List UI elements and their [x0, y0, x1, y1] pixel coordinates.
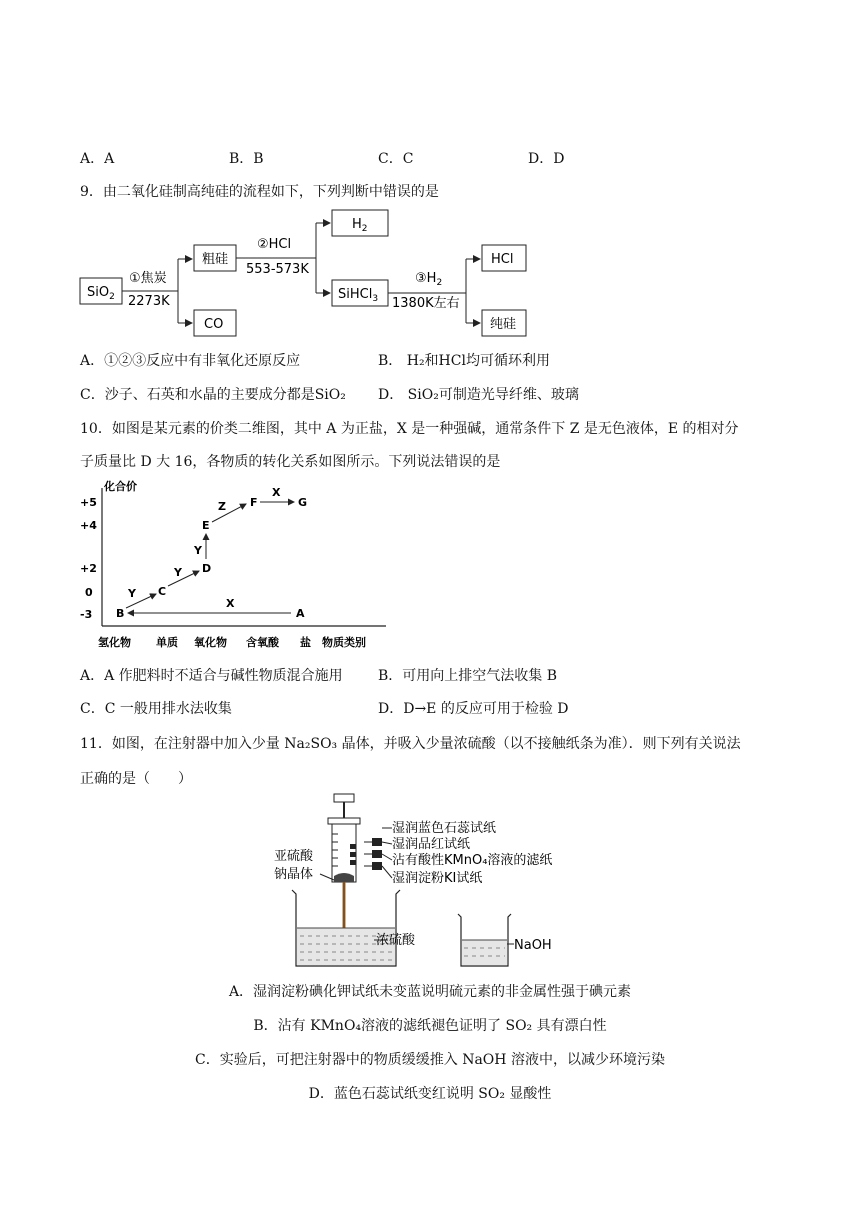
arrow-label-y3: Y: [194, 544, 202, 557]
label-conc-sulfuric-acid: 浓硫酸: [376, 933, 416, 948]
q9-option-c: C．沙子、石英和水晶的主要成分都是SiO₂: [80, 387, 346, 403]
q10-stem-line2: 子质量比 D 大 16，各物质的转化关系如图所示。下列说法错误的是: [80, 454, 501, 470]
q10-option-d: D．D→E 的反应可用于检验 D: [378, 701, 569, 717]
arrow-label-z: Z: [218, 500, 226, 513]
label-crystal-line2: 钠晶体: [274, 867, 314, 882]
step2-reagent: ②HCl: [257, 237, 292, 252]
step3-temp: 1380K左右: [392, 296, 460, 311]
pure-si-label: 纯硅: [490, 317, 517, 332]
q11-stem-line1: 11．如图，在注射器中加入少量 Na₂SO₃ 晶体，并吸入少量浓硫酸（以不接触纸条为准）．则下列有关说法: [80, 736, 741, 752]
q9-flow-diagram: [76, 205, 536, 337]
sio2-label: SiO$_2$: [87, 285, 115, 302]
co-label: CO: [204, 317, 224, 332]
step3-reagent: $③H_2$: [415, 271, 443, 288]
hcl-label: HCl: [491, 252, 514, 267]
point-a: A: [296, 607, 305, 620]
xcat-oxyacid: 含氧酸: [246, 636, 279, 649]
arrow-label-x-bottom: X: [226, 597, 235, 610]
q10-option-a: A．A 作肥料时不适合与碱性物质混合施用: [80, 668, 343, 684]
sihcl3-label: SiHCl$_3$: [338, 287, 379, 304]
q8-option-c: C．C: [378, 151, 414, 167]
label-naoh: NaOH: [514, 938, 552, 953]
xcat-oxide: 氧化物: [194, 636, 227, 649]
q10-valence-chart: [76, 476, 396, 656]
ytick-plus5: +5: [80, 496, 97, 509]
q10-option-c: C．C 一般用排水法收集: [80, 701, 232, 717]
arrow-label-x-top: X: [272, 486, 281, 499]
q11-option-b: B．沾有 KMnO₄溶液的滤纸褪色证明了 SO₂ 具有漂白性: [253, 1018, 607, 1034]
q9-option-d: D． SiO₂可制造光导纤维、玻璃: [378, 387, 579, 403]
step2-temp: 553-573K: [246, 262, 309, 277]
q11-apparatus-figure: [268, 790, 618, 972]
xcat-salt: 盐: [300, 636, 311, 649]
crude-si-label: 粗硅: [202, 252, 229, 267]
arrow-label-y1: Y: [128, 587, 136, 600]
point-g: G: [298, 496, 308, 509]
q8-option-d: D．D: [528, 151, 565, 167]
q11-option-a: A．湿润淀粉碘化钾试纸未变蓝说明硫元素的非金属性强于碘元素: [228, 984, 632, 1000]
xcat-substance-type: 物质类别: [322, 636, 366, 649]
ytick-plus4: +4: [80, 519, 97, 532]
q9-stem: 9．由二氧化硅制高纯硅的流程如下，下列判断中错误的是: [80, 184, 439, 200]
q10-option-b: B．可用向上排空气法收集 B: [378, 668, 558, 684]
label-kmno4-paper: 沾有酸性KMnO₄溶液的滤纸: [392, 853, 553, 868]
xcat-element: 单质: [156, 636, 178, 649]
point-c: C: [158, 585, 167, 598]
step1-reagent: ①焦炭: [129, 271, 167, 286]
q10-stem-line1: 10．如图是某元素的价类二维图，其中 A 为正盐，X 是一种强碱，通常条件下 Z 是无色液体，E 的相对分: [80, 421, 739, 437]
step1-temp: 2273K: [128, 294, 170, 309]
q9-option-b: B． H₂和HCl均可循环利用: [378, 353, 550, 369]
q9-option-a: A．①②③反应中有非氧化还原反应: [80, 353, 301, 369]
point-f: F: [250, 496, 258, 509]
q8-option-b: B．B: [229, 151, 264, 167]
label-starch-ki-paper: 湿润淀粉KI试纸: [392, 871, 483, 886]
point-b: B: [116, 607, 125, 620]
point-e: E: [202, 519, 210, 532]
ytick-minus3: -3: [80, 608, 93, 621]
q11-stem-line2: 正确的是（ ）: [80, 771, 192, 787]
q11-option-d: D．蓝色石蕊试纸变红说明 SO₂ 显酸性: [308, 1086, 552, 1102]
label-blue-litmus: 湿润蓝色石蕊试纸: [392, 821, 497, 836]
label-magenta-paper: 湿润品红试纸: [392, 837, 471, 852]
xcat-hydride: 氢化物: [98, 636, 131, 649]
label-crystal-line1: 亚硫酸: [274, 849, 314, 864]
h2-label: $H_2$: [352, 217, 368, 234]
point-d: D: [202, 562, 212, 575]
arrow-label-y2: Y: [174, 566, 182, 579]
q8-option-a: A．A: [80, 151, 115, 167]
q11-option-c: C．实验后，可把注射器中的物质缓缓推入 NaOH 溶液中，以减少环境污染: [195, 1052, 665, 1068]
ytick-zero: 0: [85, 586, 93, 599]
y-axis-label: 化合价: [104, 480, 137, 493]
ytick-plus2: +2: [80, 562, 97, 575]
